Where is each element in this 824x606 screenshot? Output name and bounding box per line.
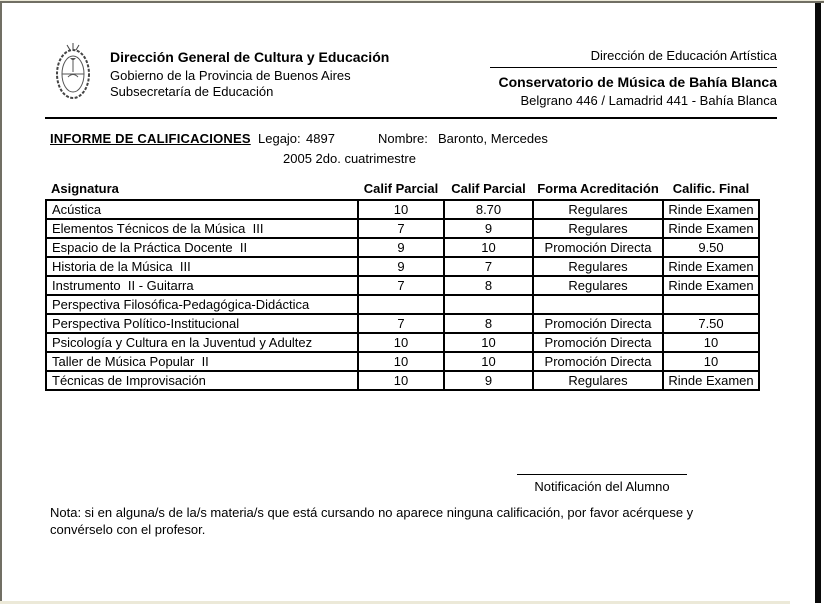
grade-cell: Rinde Examen	[663, 219, 759, 238]
subject-cell: Elementos Técnicos de la Música III	[46, 219, 358, 238]
direction-underline	[490, 67, 777, 68]
grade-cell: Rinde Examen	[663, 257, 759, 276]
grade-cell: Regulares	[533, 371, 663, 390]
column-header: Asignatura	[51, 181, 119, 196]
grades-table-head-row	[46, 181, 759, 200]
institution-address: Belgrano 446 / Lamadrid 441 - Bahía Blanca	[520, 93, 777, 108]
grade-cell: Promoción Directa	[533, 314, 663, 333]
grade-cell: 8	[444, 314, 533, 333]
grade-cell: Promoción Directa	[533, 352, 663, 371]
grade-cell: 7.50	[663, 314, 759, 333]
nombre-label: Nombre:	[378, 131, 428, 146]
org-line2: Subsecretaría de Educación	[110, 84, 274, 99]
grade-cell: 8.70	[444, 200, 533, 219]
grade-cell: 9	[358, 238, 444, 257]
table-row	[46, 295, 759, 314]
institution-title: Conservatorio de Música de Bahía Blanca	[498, 74, 777, 90]
header-divider	[45, 117, 777, 119]
table-row	[46, 333, 759, 352]
grade-cell: 9	[444, 371, 533, 390]
subject-cell: Instrumento II - Guitarra	[46, 276, 358, 295]
grade-cell	[663, 295, 759, 314]
grade-cell: 10	[663, 352, 759, 371]
grade-cell: Rinde Examen	[663, 276, 759, 295]
grade-cell: 10	[444, 352, 533, 371]
subject-cell: Perspectiva Filosófica-Pedagógica-Didáctica	[46, 295, 358, 314]
subject-cell: Espacio de la Práctica Docente II	[46, 238, 358, 257]
frame-left-border	[0, 1, 2, 604]
table-row	[46, 238, 759, 257]
grade-cell: Promoción Directa	[533, 238, 663, 257]
signature-line	[517, 474, 687, 475]
grade-cell: 10	[663, 333, 759, 352]
column-header: Calif Parcial	[451, 181, 526, 196]
subject-cell: Perspectiva Político-Institucional	[46, 314, 358, 333]
grade-cell: 7	[358, 314, 444, 333]
grade-cell: 10	[358, 200, 444, 219]
grade-cell: Regulares	[533, 219, 663, 238]
grade-cell: Rinde Examen	[663, 200, 759, 219]
grade-cell: Regulares	[533, 200, 663, 219]
subject-cell: Taller de Música Popular II	[46, 352, 358, 371]
grade-cell: 10	[358, 371, 444, 390]
subject-cell: Acústica	[46, 200, 358, 219]
grade-cell: Regulares	[533, 276, 663, 295]
grade-cell: 7	[444, 257, 533, 276]
table-row	[46, 219, 759, 238]
grade-cell: 10	[444, 238, 533, 257]
report-title: INFORME DE CALIFICACIONES	[50, 131, 251, 146]
grade-cell: 7	[358, 219, 444, 238]
subject-cell: Historia de la Música III	[46, 257, 358, 276]
frame-right-border	[815, 3, 821, 603]
grade-cell: 10	[444, 333, 533, 352]
org-line1: Gobierno de la Provincia de Buenos Aires	[110, 68, 351, 83]
column-header: Calific. Final	[672, 181, 750, 196]
grade-cell: 10	[358, 352, 444, 371]
grade-cell: Regulares	[533, 257, 663, 276]
table-row	[46, 314, 759, 333]
table-row	[46, 200, 759, 219]
signature-label: Notificación del Alumno	[534, 479, 670, 494]
nombre-value: Baronto, Mercedes	[438, 131, 548, 146]
grades-table-body	[46, 200, 759, 390]
grade-cell: 9.50	[663, 238, 759, 257]
table-row	[46, 257, 759, 276]
coat-of-arms-logo	[54, 43, 92, 101]
grade-cell	[533, 295, 663, 314]
frame-top-border	[0, 1, 824, 3]
grade-cell: 9	[444, 219, 533, 238]
grade-cell: 7	[358, 276, 444, 295]
grades-table	[45, 181, 760, 391]
table-row	[46, 371, 759, 390]
period-label: 2005 2do. cuatrimestre	[283, 151, 416, 166]
table-row	[46, 276, 759, 295]
org-title: Dirección General de Cultura y Educación	[110, 49, 390, 65]
legajo-label: Legajo:	[258, 131, 301, 146]
grade-cell	[444, 295, 533, 314]
table-row	[46, 352, 759, 371]
grade-cell	[358, 295, 444, 314]
frame-bottom-border	[0, 601, 790, 604]
grade-cell: 8	[444, 276, 533, 295]
grade-cell: 9	[358, 257, 444, 276]
column-header: Calif Parcial	[363, 181, 439, 196]
grade-cell: Rinde Examen	[663, 371, 759, 390]
column-header: Forma Acreditación	[537, 181, 659, 196]
grade-cell: Promoción Directa	[533, 333, 663, 352]
subject-cell: Psicología y Cultura en la Juventud y Adultez	[46, 333, 358, 352]
footer-note: Nota: si en alguna/s de la/s materia/s que está cursando no aparece ninguna calificación, por favor acérquese y convérselo con el profesor.	[50, 505, 694, 537]
legajo-value: 4897	[306, 131, 335, 146]
subject-cell: Técnicas de Improvisación	[46, 371, 358, 390]
grade-cell: 10	[358, 333, 444, 352]
direction-title: Dirección de Educación Artística	[590, 48, 777, 63]
